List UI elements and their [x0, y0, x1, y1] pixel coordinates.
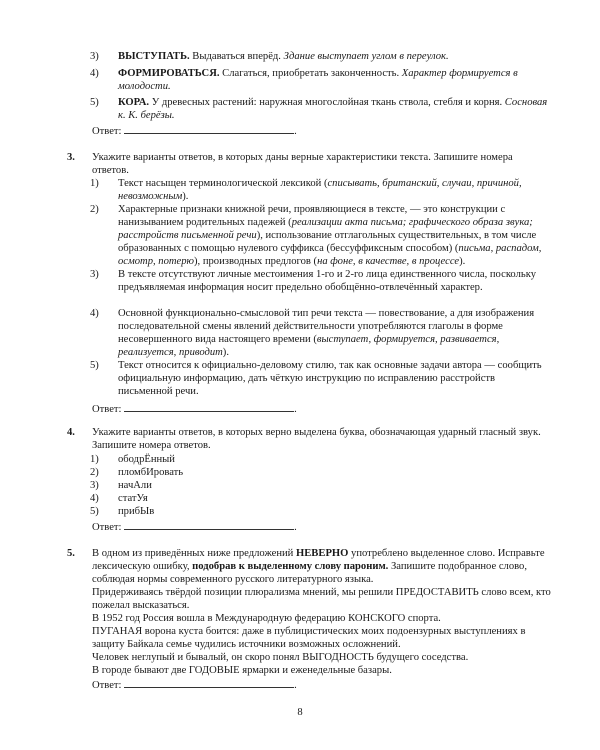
answer-line[interactable] [124, 520, 294, 530]
option-italic: на фоне, в качестве, в процессе [317, 256, 460, 267]
headword: ФОРМИРОВАТЬСЯ. [118, 68, 220, 79]
option-text: ). [182, 191, 189, 202]
prompt-text: В одном из приведённых ниже предложений [92, 548, 296, 559]
definition: У древесных растений: наружная многослойная ткань ствола, стебля и корня. [149, 97, 505, 108]
option-number: 4) [90, 493, 99, 504]
answer-label: Ответ: [92, 126, 122, 137]
option-item [90, 466, 550, 479]
prompt-bold: подобрав к выделенному слову пароним. [192, 561, 389, 572]
answer-row: Ответ: . [92, 404, 297, 415]
sentence: Человек неглупый и бывалый, он скоро понял ВЫГОДНОСТЬ будущего соседства. [92, 652, 469, 663]
option-number: 5) [90, 506, 99, 517]
option-item [90, 268, 550, 294]
option-word: пломбИровать [118, 467, 184, 478]
item-number: 4) [90, 68, 99, 79]
sentence: Придерживаясь твёрдой позиции плюрализма мнений, мы решили ПРЕДОСТАВИТЬ слово всем, кто пожелал высказаться. [92, 587, 551, 611]
option-italic: выступает, формируется, развивается, реализуется, приводит [118, 334, 500, 358]
option-word: прибЫв [118, 506, 155, 517]
answer-line[interactable] [124, 124, 294, 134]
answer-label: Ответ: [92, 680, 122, 691]
option-number: 1) [90, 454, 99, 465]
option-text: ). [459, 256, 466, 267]
option-item [90, 505, 550, 518]
answer-line[interactable] [124, 678, 294, 688]
option-item [90, 177, 550, 203]
option-item [90, 492, 550, 505]
option-number: 4) [90, 308, 99, 319]
prompt-text: употреблено выделенное слово. Исправьте лексическую ошибку, [92, 548, 545, 572]
task-number: 4. [67, 427, 75, 438]
example: Характер формируется в молодости. [118, 68, 518, 92]
answer-row: Ответ: . [92, 680, 297, 691]
task-number: 3. [67, 152, 75, 163]
option-text: В тексте отсутствуют личные местоимения 1-го и 2-го лица единственного числа, поскольку предъявляемая информация носит предельно обобщённо-отвлечённый характер. [118, 269, 536, 293]
definition: Выдаваться вперёд. [189, 51, 284, 62]
option-text: Основной функционально-смысловой тип речи текста — повествование, а для изображения последовательной смены явлений действительности употребляются глаголы в форме несовершенного вида настоящего времени ( [118, 308, 535, 345]
task-prompt: Укажите варианты ответов, в которых даны верные характеристики текста. Запишите номера ответов. [92, 152, 513, 176]
option-number: 3) [90, 480, 99, 491]
option-number: 2) [90, 204, 99, 215]
option-item [90, 453, 550, 466]
definition-item [90, 50, 550, 63]
example: Здание выступает углом в переулок. [283, 51, 449, 62]
option-item [90, 359, 550, 398]
option-item [90, 203, 550, 268]
page-number: 8 [297, 707, 303, 718]
task-number: 5. [67, 548, 75, 559]
option-word: статУя [118, 493, 148, 504]
option-text: Текст насыщен терминологической лексикой ( [118, 178, 328, 189]
option-text: ). [222, 347, 229, 358]
option-text: ), производных предлогов ( [194, 256, 318, 267]
option-italic: реализации акта письма; графического образа звука; расстройств письменной речи [118, 217, 533, 241]
headword: КОРА. [118, 97, 150, 108]
item-number: 3) [90, 51, 99, 62]
sentence: В городе бывают две ГОДОВЫЕ ярмарки и еженедельные базары. [92, 665, 392, 676]
sentence: ПУГАНАЯ ворона куста боится: даже в публицистических моих подоензурных выступлениях в защиту Байкала семье чудились источники возможных осложнений. [92, 626, 526, 650]
option-item [90, 307, 550, 359]
option-italic: письма, распадом, осмотр, потерю [118, 243, 542, 267]
sentence: В 1952 год Россия вошла в Международную федерацию КОНСКОГО спорта. [92, 613, 441, 624]
answer-label: Ответ: [92, 404, 122, 415]
option-italic: списывать, британский, случаи, причиной, невозможным [118, 178, 522, 202]
option-number: 2) [90, 467, 99, 478]
example: Сосновая к. К. берёзы. [118, 97, 548, 121]
item-number: 5) [90, 97, 99, 108]
option-number: 3) [90, 269, 99, 280]
answer-line[interactable] [124, 402, 294, 412]
option-text: Характерные признаки книжной речи, проявляющиеся в тексте, — это конструкции с нанизыванием родительных падежей ( [118, 204, 506, 228]
task-prompt: Укажите варианты ответов, в которых верно выделена буква, обозначающая ударный гласный звук. Запишите номера ответов. [92, 427, 541, 451]
answer-row: Ответ: . [92, 126, 297, 137]
definition: Слагаться, приобретать законченность. [219, 68, 402, 79]
option-number: 5) [90, 360, 99, 371]
option-text: ), использование отглагольных существительных, в том числе образованных с помощью нулевого суффикса (бессуффиксным способом) ( [118, 230, 537, 254]
task-prompt [92, 547, 552, 586]
option-word: начАли [118, 480, 152, 491]
prompt-bold: НЕВЕРНО [296, 548, 349, 559]
option-text: Текст относится к официально-деловому стилю, так как основные задачи автора — сообщить официальную информацию, дать чёткую инструкцию по исправлению расстройств письменной речи. [118, 360, 542, 397]
option-item [90, 479, 550, 492]
sentence-list [92, 586, 552, 677]
option-word: ободрЁнный [118, 454, 175, 465]
option-number: 1) [90, 178, 99, 189]
answer-row: Ответ: . [92, 522, 297, 533]
definition-item [90, 67, 550, 93]
prompt-text: Запишите подобранное слово, соблюдая нормы современного русского литературного языка. [92, 561, 527, 585]
definition-item [90, 96, 550, 122]
headword: ВЫСТУПАТЬ. [118, 51, 190, 62]
answer-label: Ответ: [92, 522, 122, 533]
